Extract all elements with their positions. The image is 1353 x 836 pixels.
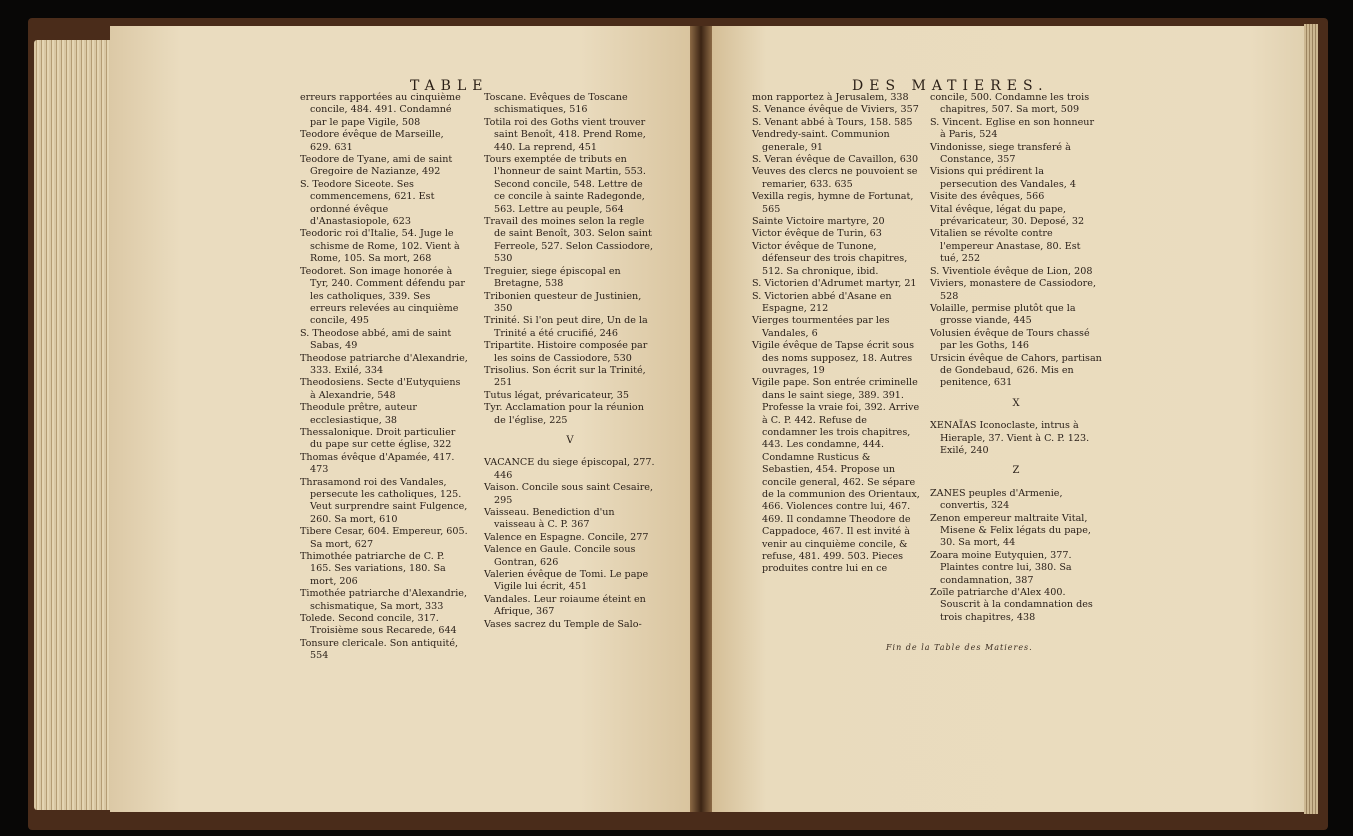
index-entry: Tibere Cesar, 604. Empereur, 605. Sa mort, 627	[300, 526, 468, 550]
index-entry: Totila roi des Goths vient trouver saint Benoît, 418. Prend Rome, 440. La reprend, 451	[484, 116, 646, 153]
section-letter-v: V	[566, 434, 574, 446]
index-entry: Theodule prêtre, auteur ecclesiastique, 38	[300, 402, 417, 426]
index-entry: S. Viventiole évêque de Lion, 208	[930, 265, 1093, 277]
index-entry: Theodose patriarche d'Alexandrie, 333. Exilé, 334	[300, 352, 468, 376]
book-gutter	[690, 26, 712, 812]
index-entry: S. Vincent. Eglise en son honneur à Paris, 524	[930, 116, 1095, 141]
index-entry: Viviers, monastere de Cassiodore, 528	[930, 278, 1096, 302]
index-entry: Volusien évêque de Tours chassé par les Goths, 146	[930, 327, 1090, 352]
index-entry: Toscane. Evêques de Toscane schismatiques, 516	[484, 92, 628, 116]
index-entry: S. Theodose abbé, ami de saint Sabas, 49	[300, 327, 452, 352]
index-entry: Victor évêque de Tunone, défenseur des trois chapitres, 512. Sa chronique, ibid.	[752, 240, 908, 277]
index-entry: Vindonisse, siege transferé à Constance, 357	[930, 141, 1071, 166]
index-entry: S. Victorien abbé d'Asane en Espagne, 212	[752, 290, 892, 314]
index-entry: Vaison. Concile sous saint Cesaire, 295	[484, 482, 654, 506]
index-entry: Tribonien questeur de Justinien, 350	[484, 290, 642, 314]
left-col-1	[300, 92, 468, 663]
index-entry: Zoïle patriarche d'Alex 400. Souscrit à la condamnation des trois chapitres, 438	[930, 587, 1093, 623]
index-entry: Vierges tourmentées par les Vandales, 6	[752, 315, 890, 339]
index-entry: Volaille, permise plutôt que la grosse viande, 445	[930, 302, 1076, 327]
index-entry: erreurs rapportées au cinquième concile, 484. 491. Condamné par le pape Vigile, 508	[300, 92, 461, 128]
index-entry: Victor évêque de Turin, 63	[752, 228, 882, 240]
index-entry: S. Venant abbé à Tours, 158. 585	[752, 116, 913, 128]
index-entry: Tonsure clericale. Son antiquité, 554	[300, 637, 459, 662]
index-entry: Tyr. Acclamation pour la réunion de l'église, 225	[484, 402, 644, 426]
index-entry: Vitalien se révolte contre l'empereur Anastase, 80. Est tué, 252	[930, 228, 1081, 265]
index-entry: Valence en Gaule. Concile sous Gontran, 626	[484, 544, 636, 568]
index-entry: concile, 500. Condamne les trois chapitres, 507. Sa mort, 509	[930, 92, 1090, 116]
index-entry: Thessalonique. Droit particulier du pape sur cette église, 322	[300, 426, 456, 451]
index-entry: XENAÏAS Iconoclaste, intrus à Hieraple, 37. Vient à C. P. 123. Exilé, 240	[930, 420, 1090, 456]
page-stack-right	[1304, 24, 1318, 814]
index-entry: Teodoret. Son image honorée à Tyr, 240. Comment défendu par les catholiques, 339. Ses erreurs relevées au cinquième concile, 495	[300, 265, 465, 327]
index-entry: Vexilla regis, hymne de Fortunat, 565	[752, 191, 914, 215]
index-entry: Vendredy-saint. Communion generale, 91	[752, 129, 890, 153]
index-entry: S. Veran évêque de Cavaillon, 630	[752, 154, 919, 166]
index-entry: Vigile évêque de Tapse écrit sous des noms supposez, 18. Autres ouvrages, 19	[752, 340, 915, 376]
index-entry: Zoara moine Eutyquien, 377. Plaintes contre lui, 380. Sa condamnation, 387	[930, 549, 1072, 586]
index-entry: Vaisseau. Benediction d'un vaisseau à C. P. 367	[484, 507, 615, 531]
index-entry: Valerien évêque de Tomi. Le pape Vigile lui écrit, 451	[484, 569, 649, 593]
index-entry: mon rapportez à Jerusalem, 338	[752, 92, 909, 103]
page-stack-left	[34, 40, 114, 810]
right-col-2	[930, 92, 1102, 624]
index-entry: S. Victorien d'Adrumet martyr, 21	[752, 278, 917, 290]
index-entry: Veuves des clercs ne pouvoient se remarier, 633. 635	[752, 166, 918, 190]
index-entry: Vigile pape. Son entrée criminelle dans le saint siege, 389. 391. Professe la vraie foi, 392. Arrive à C. P. 442. Refuse de condamner les trois chapitres, 443. Les condamne, 444. Condamne Rusticus & Sebastien, 454. Propose un concile general, 462. Se sépare de la communion des Orientaux, 466. Violences contre lui, 467. 469. Il condamne Theodore de Cappadoce, 467. Il est invité à venir au cinquième concile, & refuse, 481. 499. 503. Pieces produites contre lui en ce	[752, 377, 920, 575]
section-letter-z: Z	[1012, 465, 1020, 477]
index-entry: Visite des évêques, 566	[930, 191, 1045, 203]
section-letter-x: X	[1012, 397, 1020, 409]
index-entry: Vases sacrez du Temple de Salo-	[484, 618, 642, 630]
index-entry: Teodore évêque de Marseille, 629. 631	[300, 129, 444, 153]
index-entry: Vandales. Leur roiaume éteint en Afrique, 367	[484, 593, 646, 618]
index-entry: Sainte Victoire martyre, 20	[752, 216, 885, 228]
index-entry: Trisolius. Son écrit sur la Trinité, 251	[484, 364, 646, 389]
left-col-2	[484, 92, 656, 631]
index-entry: S. Venance évêque de Viviers, 357	[752, 104, 919, 116]
index-entry: Treguier, siege épiscopal en Bretagne, 538	[484, 265, 621, 290]
running-head-right: DES MATIERES.	[852, 78, 1049, 94]
index-entry: Visions qui prédirent la persecution des Vandales, 4	[930, 166, 1076, 190]
index-entry: Tripartite. Histoire composée par les soins de Cassiodore, 530	[484, 340, 648, 364]
index-entry: Travail des moines selon la regle de saint Benoît, 303. Selon saint Ferreole, 527. Selon Cassiodore, 530	[484, 216, 653, 265]
running-head-left: TABLE	[410, 78, 489, 94]
index-entry: S. Teodore Siceote. Ses commencemens, 621. Est ordonné évêque d'Anastasiopole, 623	[300, 178, 435, 228]
index-entry: Teodoric roi d'Italie, 54. Juge le schisme de Rome, 102. Vient à Rome, 105. Sa mort, 268	[300, 228, 460, 265]
index-entry: Ursicin évêque de Cahors, partisan de Gondebaud, 626. Mis en penitence, 631	[930, 352, 1102, 389]
index-entry: Tolede. Second concile, 317. Troisième sous Recarede, 644	[300, 613, 457, 637]
index-entry: ZANES peuples d'Armenie, convertis, 324	[930, 487, 1063, 512]
index-entry: Tutus légat, prévaricateur, 35	[484, 389, 629, 401]
index-entry: Zenon empereur maltraite Vital, Misene & Felix légats du pape, 30. Sa mort, 44	[930, 512, 1091, 549]
index-entry: Theodosiens. Secte d'Eutyquiens à Alexandrie, 548	[300, 377, 461, 401]
index-entry: Thimothée patriarche de C. P. 165. Ses variations, 180. Sa mort, 206	[300, 551, 446, 587]
right-col-1	[752, 92, 920, 576]
index-entry: VACANCE du siege épiscopal, 277. 446	[484, 457, 655, 481]
table-end-note: Fin de la Table des Matieres.	[886, 643, 1033, 652]
index-entry: Thomas évêque d'Apamée, 417. 473	[300, 451, 455, 476]
index-entry: Thrasamond roi des Vandales, persecute les catholiques, 125. Veut surprendre saint Fulgence, 260. Sa mort, 610	[300, 476, 468, 525]
index-entry: Vital évêque, légat du pape, prévaricateur, 30. Deposé, 32	[930, 203, 1085, 228]
index-entry: Timothée patriarche d'Alexandrie, schismatique, Sa mort, 333	[300, 588, 468, 612]
index-entry: Tours exemptée de tributs en l'honneur de saint Martin, 553. Second concile, 548. Lettre de ce concile à sainte Radegonde, 563. Lettre au peuple, 564	[484, 154, 646, 215]
index-entry: Trinité. Si l'on peut dire, Un de la Trinité a été crucifié, 246	[484, 315, 648, 339]
index-entry: Valence en Espagne. Concile, 277	[484, 531, 649, 543]
index-entry: Teodore de Tyane, ami de saint Gregoire de Nazianze, 492	[300, 154, 453, 178]
